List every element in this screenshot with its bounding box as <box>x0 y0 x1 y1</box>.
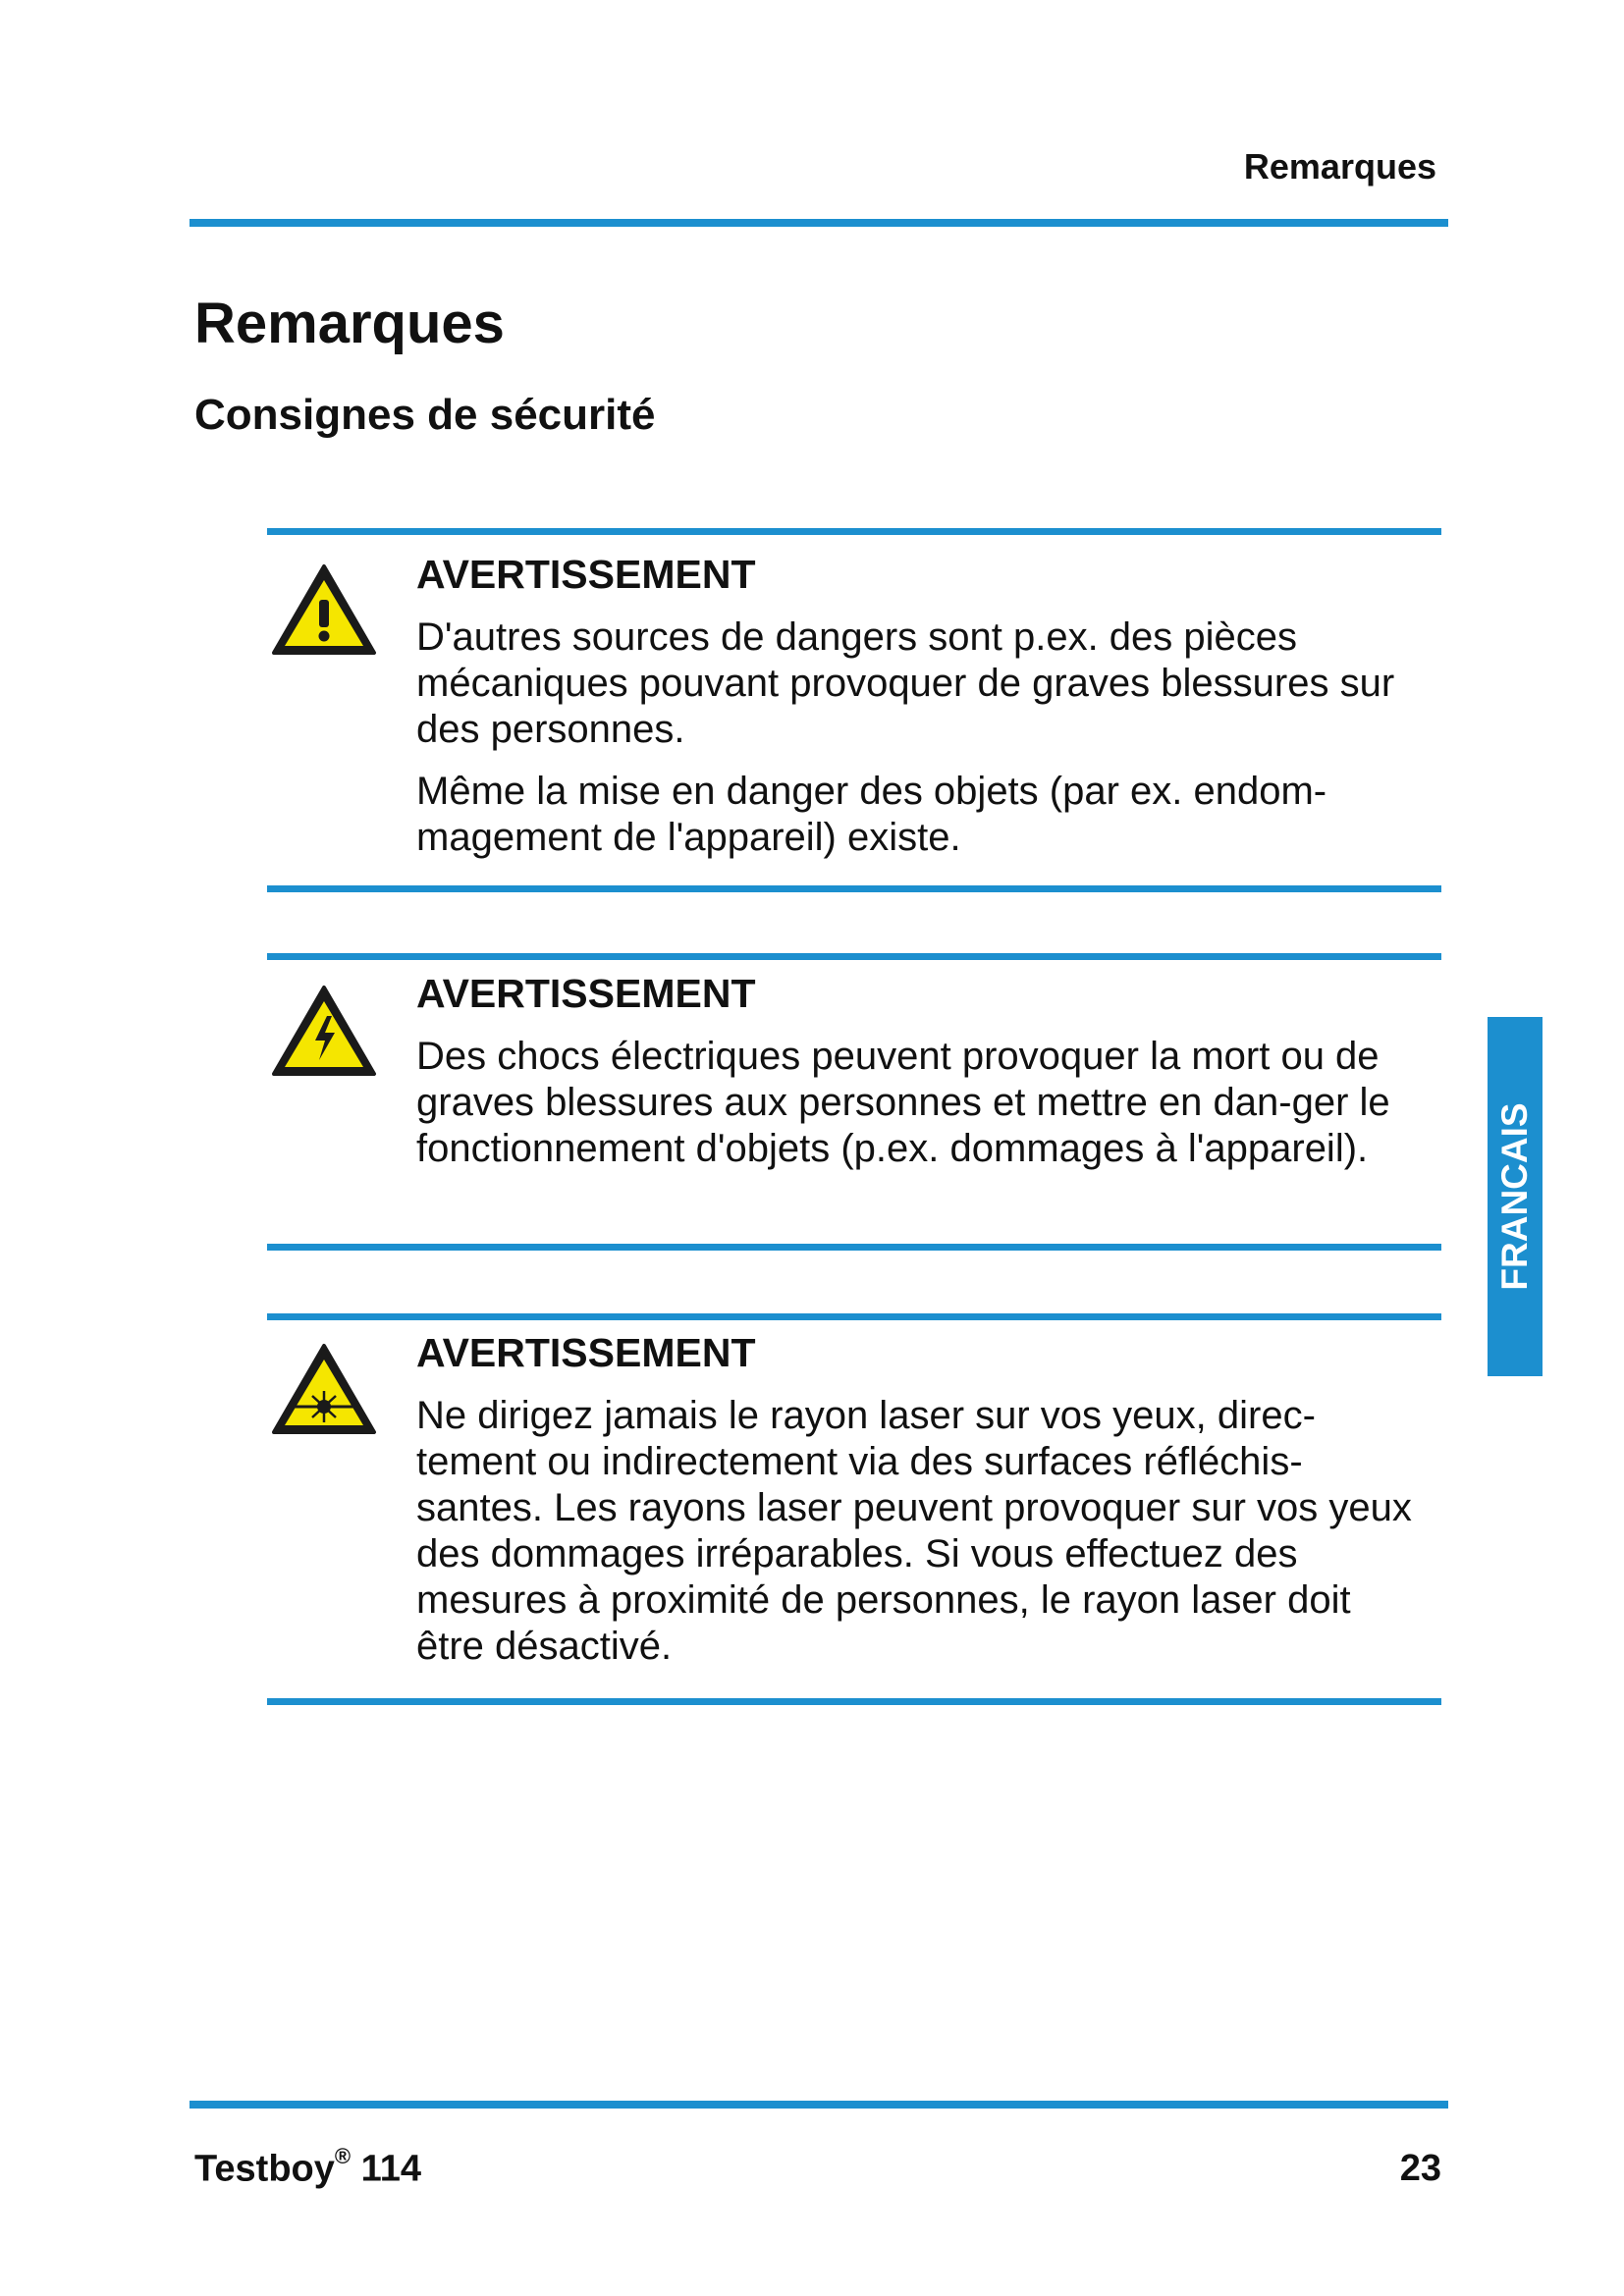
registered-mark: ® <box>334 2144 352 2168</box>
warning-paragraph: Même la mise en danger des objets (par ex. endom-magement de l'appareil) existe. <box>416 770 1327 859</box>
language-tab <box>1488 1017 1543 1376</box>
warning-box <box>267 528 1441 893</box>
footer-product-name <box>194 2144 421 2191</box>
warning-paragraph: Ne dirigez jamais le rayon laser sur vos yeux, direc-tement ou indirectement via des surfaces réfléchis-santes. Les rayons laser peuvent provoquer sur vos yeux des dommages irréparables. Si vous effectuez des mesures à proximité de personnes, le rayon laser doit être désactivé. <box>416 1394 1412 1668</box>
warning-paragraph: Des chocs électriques peuvent provoquer la mort ou de graves blessures aux personnes et mettre en dan-ger le fonctionnement d'objets (p.ex. dommages à l'appareil). <box>416 1035 1390 1170</box>
product-brand: Testboy <box>194 2148 335 2190</box>
warning-box <box>267 1313 1441 1708</box>
warning-bottom-rule <box>267 1244 1441 1251</box>
section-subtitle: Consignes de sécurité <box>194 391 656 439</box>
running-header: Remarques <box>1243 146 1436 187</box>
language-tab-label: FRANCAIS <box>1494 1102 1535 1291</box>
warning-bottom-rule <box>267 1698 1441 1705</box>
warning-text <box>416 1034 1428 1188</box>
warning-top-rule <box>267 1313 1441 1320</box>
footer-rule <box>189 2101 1448 2109</box>
page-title: Remarques <box>194 292 505 355</box>
electric-shock-warning-icon <box>270 984 378 1078</box>
warning-text <box>416 1393 1428 1685</box>
warning-heading: AVERTISSEMENT <box>416 1330 756 1375</box>
warning-box <box>267 953 1441 1259</box>
warning-paragraph: D'autres sources de dangers sont p.ex. des pièces mécaniques pouvant provoquer de graves blessures sur des personnes. <box>416 615 1395 751</box>
page-number: 23 <box>1399 2148 1441 2189</box>
warning-text <box>416 614 1428 877</box>
header-rule <box>189 219 1448 227</box>
warning-heading: AVERTISSEMENT <box>416 552 756 597</box>
warning-top-rule <box>267 528 1441 535</box>
laser-warning-icon <box>270 1342 378 1436</box>
product-model: 114 <box>360 2148 421 2190</box>
general-warning-icon <box>270 562 378 657</box>
warning-top-rule <box>267 953 1441 960</box>
warning-heading: AVERTISSEMENT <box>416 971 756 1016</box>
warning-bottom-rule <box>267 885 1441 892</box>
